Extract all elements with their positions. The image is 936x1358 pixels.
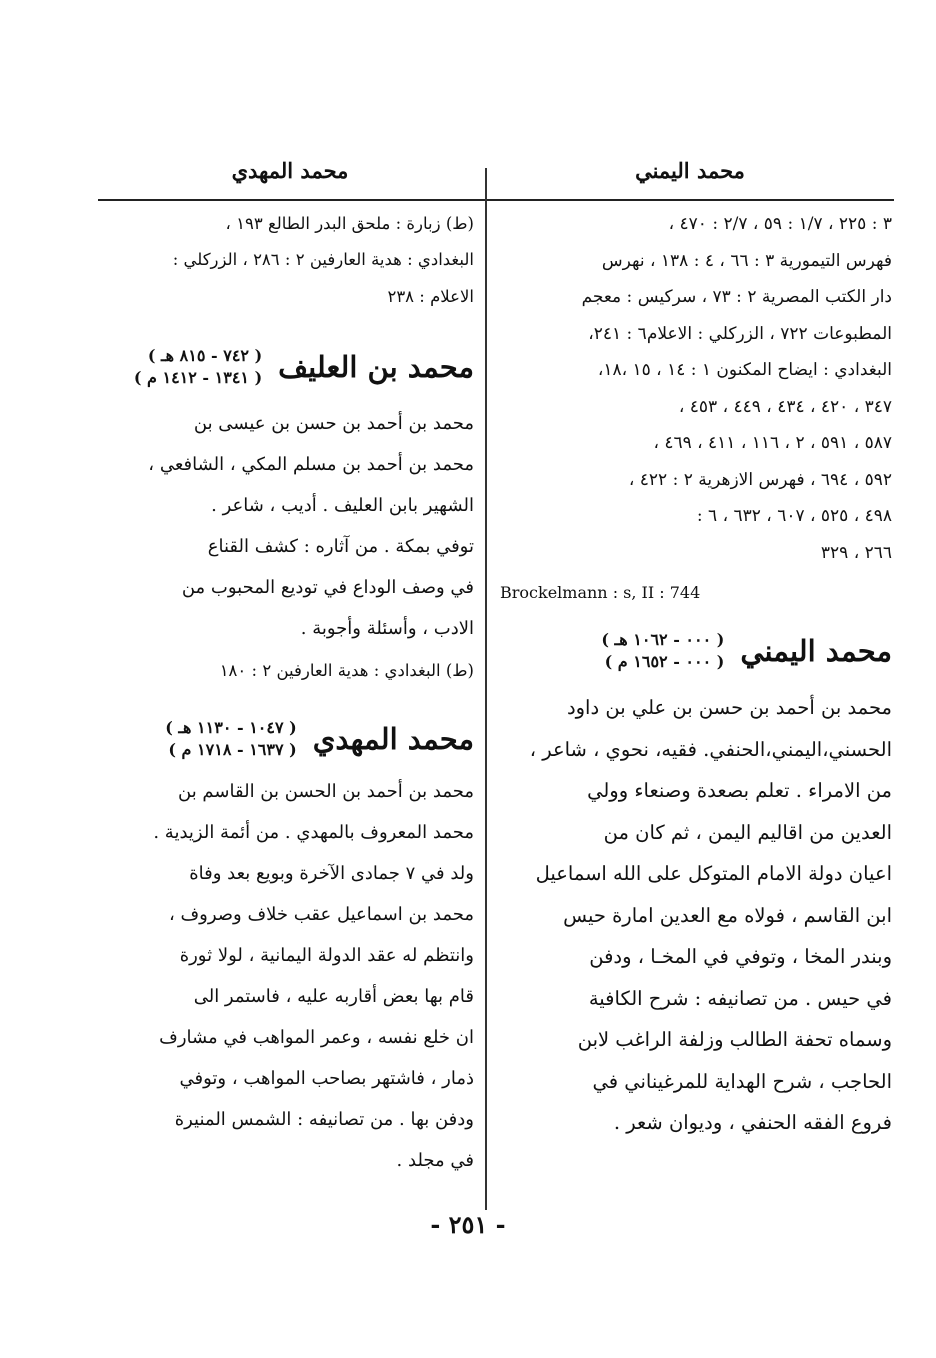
body-line: ذمار ، فاشتهر بصاحب المواهب ، وتوفي [179, 1068, 474, 1090]
hijri-dates: ( ٧٤٢ - ٨١٥ هـ ) [147, 345, 263, 365]
body-line: توفي بمكة . من آثاره : كشف القناع [207, 535, 474, 557]
body-line: الادب ، وأسئلة وأجوبة . [300, 617, 474, 639]
body-line: محمد بن أحمد بن حسن بن عيسى بن [193, 412, 474, 434]
entry-dates [165, 717, 297, 761]
running-head-left: محمد المهدي [231, 158, 349, 183]
body-line: وانتظم له عقد الدولة اليمانية ، لولا ثورة [179, 945, 474, 967]
body-line: من الامراء . تعلم بصعدة وصنعاء وولي [587, 779, 892, 802]
entry-dates [134, 345, 262, 389]
body-line: اعيان دولة الامام المتوكل على الله اسماعيل [535, 862, 892, 885]
body-line: ولد في ٧ جمادى الآخرة وبويع بعد وفاة [189, 863, 474, 885]
body-line: محمد بن اسماعيل عقب خلاف وصروف ، [168, 904, 474, 926]
ref-line: ٢٦٦ ، ٣٢٩ [820, 542, 892, 563]
body-line: الحسني،اليمني،الحنفي. فقيه، نحوي ، شاعر ، [529, 737, 892, 761]
column-divider [485, 168, 487, 1210]
body-line: في وصف الوداع في توديع المحبوب من [181, 576, 474, 598]
body-line: وسماه تحفة الطالب وزلفة الراغب لابن [577, 1028, 892, 1051]
ref-line: المطبوعات ٧٢٢ ، الزركلي : الاعلام٦ : ٢٤١، [588, 323, 892, 344]
ref-line: الاعلام : ٢٣٨ [387, 286, 474, 306]
ref-line: ٥٩٢ ، ٦٩٤ ، فهرس الازهرية ٢ : ٤٢٢ ، [628, 469, 892, 490]
ref-line: (ط) زبارة : ملحق البدر الطالع ١٩٣ ، [225, 214, 474, 233]
entry-name: محمد المهدي [312, 722, 474, 757]
entry-heading [104, 345, 474, 389]
ref-line: ٥٨٧ ، ٥٩١ ، ٢ ، ١١٦ ، ٤١١ ، ٤٦٩ ، [653, 433, 892, 453]
body-line: العدين من اقاليم اليمن ، ثم كان من [603, 820, 892, 844]
left-column [104, 206, 474, 1181]
body-line: محمد بن أحمد بن حسن بن علي بن داود [566, 696, 892, 719]
body-line: وبندر المخا ، وتوفي في المخـا ، ودفن [589, 945, 892, 968]
body-line: فروع الفقه الحنفي ، وديوان شعر . [613, 1111, 892, 1134]
entry-heading [500, 629, 892, 673]
body-line: ودفن بها . من تصانيفه : الشمس المنيرة [174, 1109, 474, 1131]
body-line: ابن القاسم ، فولاه مع العدين امارة حيس [563, 903, 892, 927]
body-line: قام بها بعض أقاربه عليه ، فاستمر الى [193, 986, 474, 1008]
body-line: الشهير بابن العليف . أديب ، شاعر . [211, 494, 474, 516]
hijri-dates: ( ٠٠٠ - ١٠٦٢ هـ ) [601, 630, 725, 649]
body-line: ان خلع نفسه ، وعمر المواهب في مشارف [159, 1027, 474, 1049]
body-line: في مجلد . [396, 1150, 474, 1172]
entry-name: محمد اليمني [740, 634, 892, 668]
ref-line: ٣٤٧ ، ٤٢٠ ، ٤٣٤ ، ٤٤٩ ، ٤٥٣ ، [678, 396, 892, 417]
gregorian-dates: ( ١٣٤١ - ١٤١٢ م ) [133, 367, 263, 387]
entry-name: محمد بن العليف [278, 349, 474, 384]
latin-reference: Brockelmann : s, II : 744 [500, 583, 701, 602]
ref-line: دار الكتب المصرية ٢ : ٧٣ ، سركيس : معجم [581, 287, 892, 307]
ref-line: البغدادي : ايضاح المكنون ١ : ١٤ ، ١٥ ،١٨، [597, 360, 892, 380]
right-column [500, 206, 892, 1144]
body-line: محمد بن أحمد بن الحسن بن القاسم بن [178, 781, 474, 803]
body-line: محمد بن أحمد بن مسلم المكي ، الشافعي ، [148, 453, 474, 475]
ref-line: فهرس التيمورية ٣ : ٦٦ ، ٤ : ١٣٨ ، نهرس [601, 250, 892, 271]
ref-line: ٤٩٨ ، ٥٢٥ ، ٦٠٧ ، ٦٣٢ ، ٦ : [696, 506, 892, 526]
entry-dates [601, 629, 724, 673]
page-number: - ٢٥١ - [430, 1210, 506, 1239]
body-line: الحاجب ، شرح الهداية للمرغيناني في [592, 1069, 892, 1093]
hijri-dates: ( ١٠٤٧ - ١١٣٠ هـ ) [165, 718, 297, 738]
entry-reference: (ط) البغدادي : هدية العارفين ٢ : ١٨٠ [219, 660, 474, 680]
body-line: محمد المعروف بالمهدي . من أئمة الزيدية . [153, 822, 474, 844]
gregorian-dates: ( ٠٠٠ - ١٦٥٢ م ) [604, 652, 725, 671]
header-rule [98, 199, 894, 201]
body-line: في حيس . من تصانيفه : شرح الكافية [588, 986, 892, 1010]
running-head-right: محمد اليمني [635, 158, 745, 183]
entry-heading [104, 717, 474, 761]
gregorian-dates: ( ١٦٣٧ - ١٧١٨ م ) [168, 740, 297, 760]
ref-line: البغدادي : هدية العارفين ٢ : ٢٨٦ ، الزركلي : [172, 250, 474, 270]
ref-line: ٣ : ٢٢٥ ، ١/٧ : ٥٩ ، ٢/٧ : ٤٧٠ ، [668, 214, 892, 234]
